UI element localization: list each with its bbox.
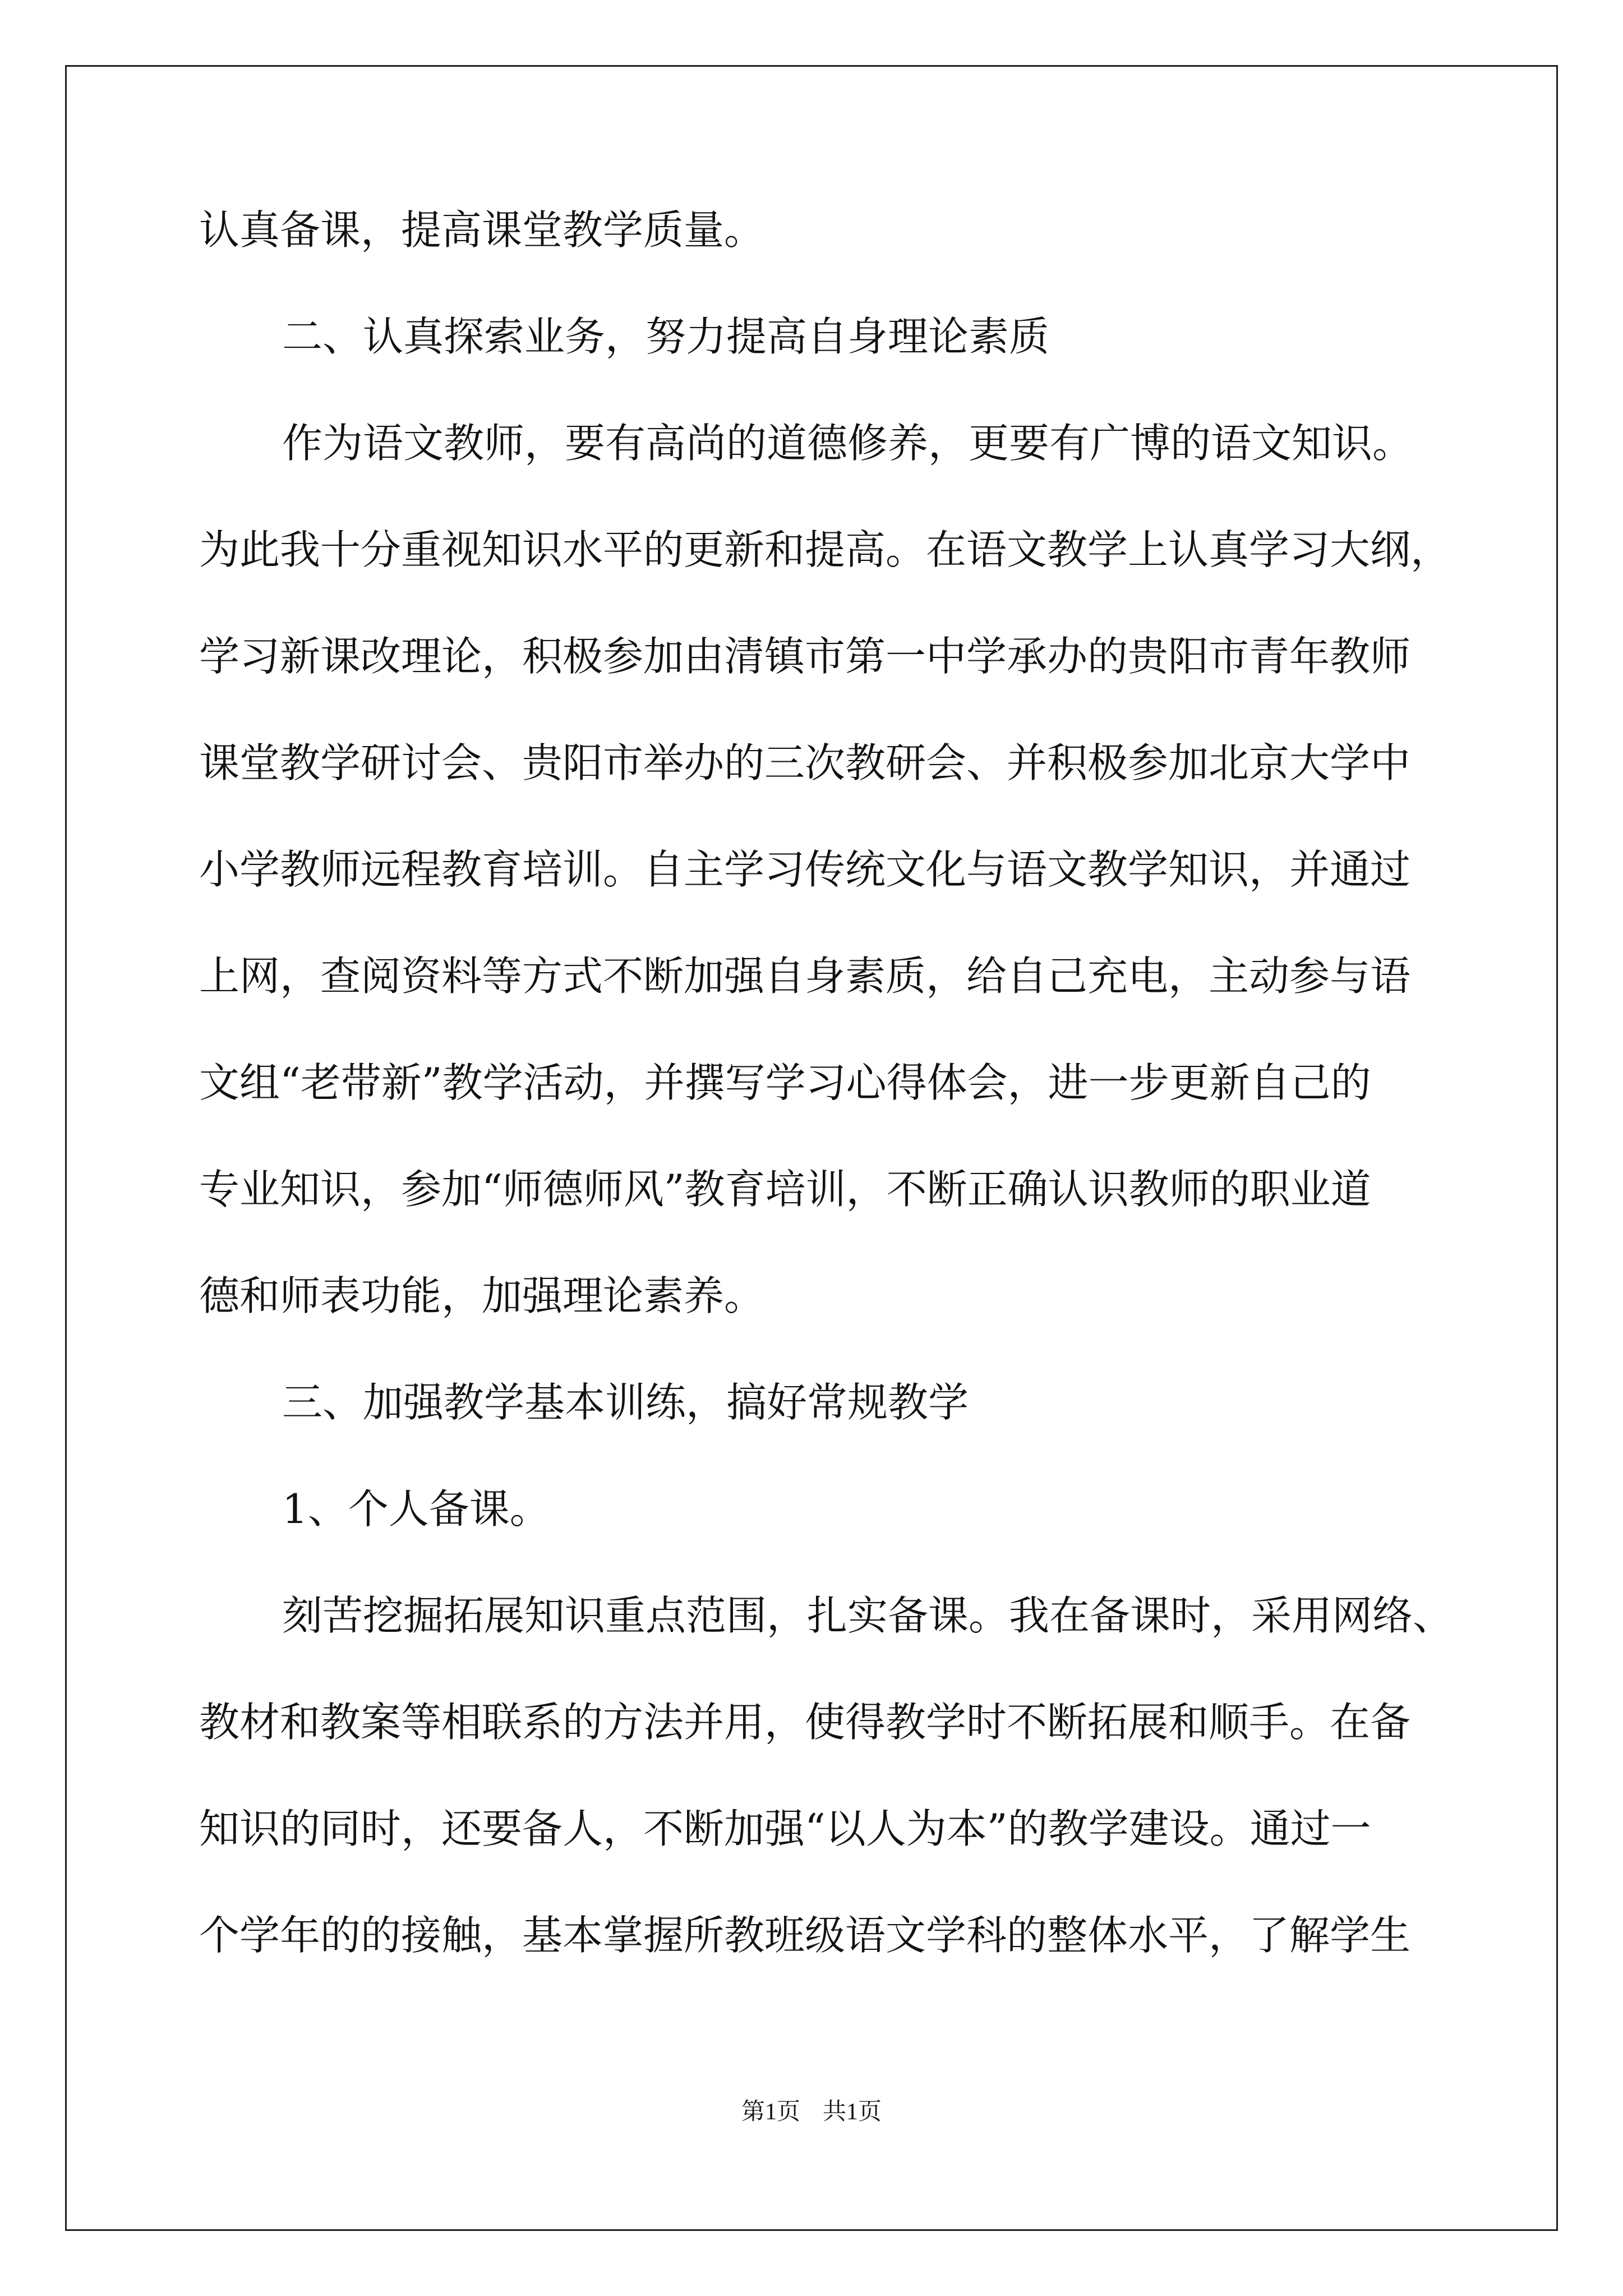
text-line: 个学年的的接触，基本掌握所教班级语文学科的整体水平，了解学生 <box>199 1912 1411 1959</box>
page-number-current: 第1页 <box>741 2099 800 2125</box>
text-line: 刻苦挖掘拓展知识重点范围，扎实备课。我在备课时，采用网络、 <box>282 1592 1454 1639</box>
page-number-total: 共1页 <box>823 2099 882 2125</box>
subheading: 1、个人备课。 <box>282 1485 550 1533</box>
text-line: 教材和教案等相联系的方法并用，使得教学时不断拓展和顺手。在备 <box>199 1699 1411 1746</box>
section-heading: 三、加强教学基本训练，搞好常规教学 <box>282 1379 969 1426</box>
text-line: 作为语文教师，要有高尚的道德修养，更要有广博的语文知识。 <box>282 420 1413 467</box>
text-line: 文组“老带新”教学活动，并撰写学习心得体会，进一步更新自己的 <box>199 1059 1371 1106</box>
section-heading: 二、认真探索业务，努力提高自身理论素质 <box>282 313 1050 360</box>
text-line: 为此我十分重视知识水平的更新和提高。在语文教学上认真学习大纲， <box>199 526 1451 573</box>
text-line: 学习新课改理论，积极参加由清镇市第一中学承办的贵阳市青年教师 <box>199 633 1411 680</box>
text-line: 德和师表功能，加强理论素养。 <box>199 1272 765 1319</box>
page-footer <box>0 2095 1623 2129</box>
text-line: 知识的同时，还要备人，不断加强“以人为本”的教学建设。通过一 <box>199 1805 1371 1852</box>
text-line: 认真备课，提高课堂教学质量。 <box>199 206 765 254</box>
text-line: 专业知识，参加“师德师风”教育培训，不断正确认识教师的职业道 <box>199 1166 1371 1213</box>
text-line: 上网，查阅资料等方式不断加强自身素质，给自己充电，主动参与语 <box>199 953 1411 1000</box>
text-line: 小学教师远程教育培训。自主学习传统文化与语文教学知识，并通过 <box>199 846 1411 893</box>
text-line: 课堂教学研讨会、贵阳市举办的三次教研会、并积极参加北京大学中 <box>199 739 1411 786</box>
page-border <box>65 65 1558 2231</box>
